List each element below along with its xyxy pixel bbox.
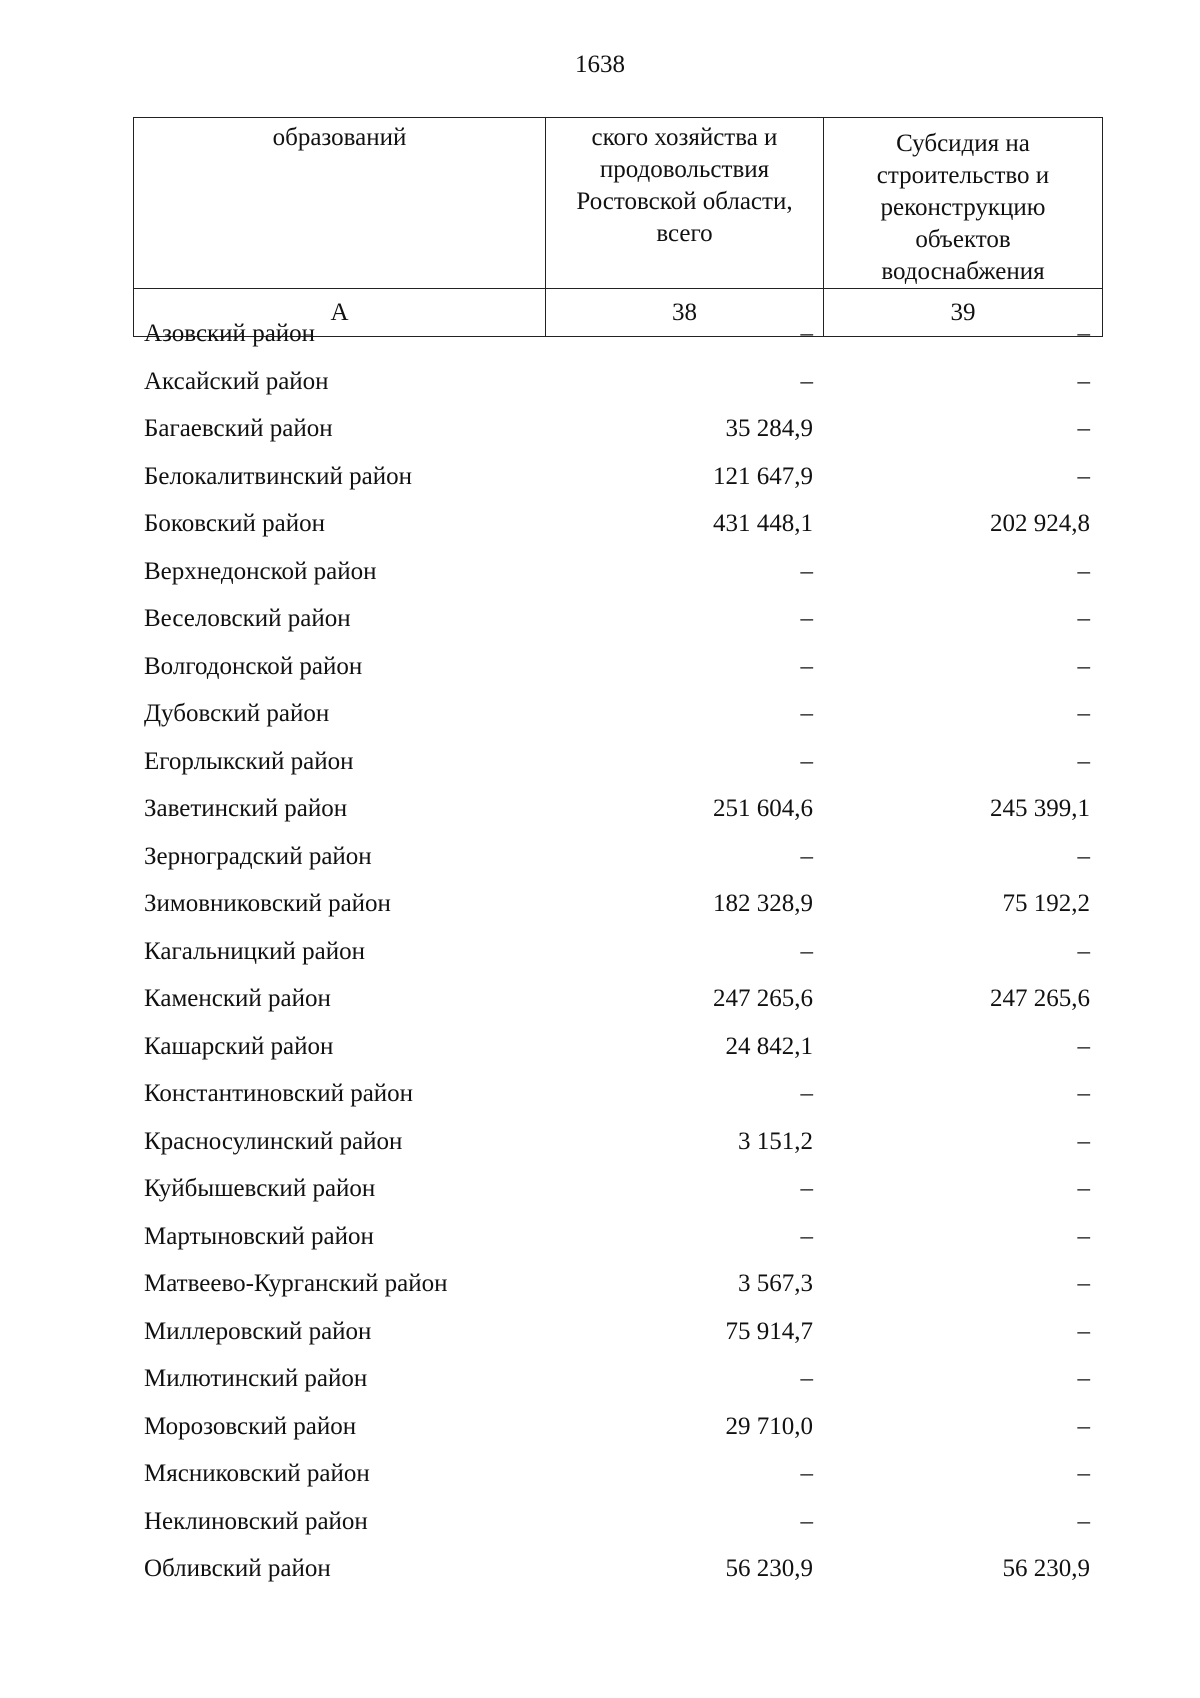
row-value-39: – bbox=[1077, 1270, 1090, 1297]
table-body bbox=[133, 310, 1102, 1593]
row-name: Веселовский район bbox=[144, 605, 351, 632]
row-value-39: – bbox=[1077, 1317, 1090, 1345]
row-value-38: 56 230,9 bbox=[725, 1555, 813, 1582]
row-name: Милютинский район bbox=[144, 1365, 368, 1392]
row-name: Константиновский район bbox=[144, 1080, 414, 1107]
row-name: Азовский район bbox=[144, 320, 316, 347]
table-row bbox=[133, 453, 1102, 501]
row-name: Волгодонской район bbox=[144, 652, 363, 680]
row-value-38: 182 328,9 bbox=[713, 890, 813, 917]
row-value-39: – bbox=[1077, 1080, 1090, 1107]
row-name: Обливский район bbox=[144, 1555, 331, 1582]
row-value-38: – bbox=[800, 652, 813, 680]
table-row bbox=[133, 643, 1102, 691]
row-value-38: – bbox=[800, 937, 813, 965]
row-value-38: 247 265,6 bbox=[713, 985, 813, 1012]
row-value-39: 245 399,1 bbox=[990, 795, 1090, 822]
row-value-38: – bbox=[800, 1175, 813, 1202]
row-value-39: – bbox=[1077, 320, 1090, 347]
row-name: Зимовниковский район bbox=[144, 890, 391, 917]
table-row bbox=[133, 928, 1102, 976]
header-code-38: 38 bbox=[546, 289, 824, 337]
table-row bbox=[133, 1023, 1102, 1071]
table-row bbox=[133, 738, 1102, 786]
row-name: Мясниковский район bbox=[144, 1460, 370, 1487]
header-code-a: А bbox=[134, 289, 546, 337]
row-value-39: – bbox=[1077, 1412, 1090, 1440]
table-row bbox=[133, 785, 1102, 833]
table-row bbox=[133, 975, 1102, 1023]
row-value-38: – bbox=[800, 842, 813, 870]
row-name: Красносулинский район bbox=[144, 1127, 403, 1155]
row-name: Зерноградский район bbox=[144, 842, 372, 870]
row-name: Верхнедонской район bbox=[144, 557, 377, 585]
row-value-38: 121 647,9 bbox=[713, 462, 813, 490]
row-value-39: – bbox=[1077, 557, 1090, 585]
table-row bbox=[133, 595, 1102, 643]
row-name: Матвеево-Курганский район bbox=[144, 1270, 448, 1297]
header-cell-total: ского хозяйства и продовольствия Ростовской области, всего bbox=[546, 118, 824, 289]
row-value-38: 24 842,1 bbox=[725, 1032, 813, 1060]
row-value-39: – bbox=[1077, 842, 1090, 870]
row-value-38: – bbox=[800, 700, 813, 727]
page-number: 1638 bbox=[575, 51, 625, 78]
row-value-38: 29 710,0 bbox=[725, 1412, 813, 1440]
row-name: Кашарский район bbox=[144, 1032, 334, 1060]
table-header bbox=[133, 117, 1103, 337]
header-cell-municipality: образований bbox=[134, 118, 546, 289]
table-row bbox=[133, 1308, 1102, 1356]
row-value-38: – bbox=[800, 1460, 813, 1487]
row-name: Аксайский район bbox=[144, 367, 329, 395]
table-row bbox=[133, 1165, 1102, 1213]
row-value-39: – bbox=[1077, 415, 1090, 442]
row-value-39: – bbox=[1077, 367, 1090, 395]
header-title-row bbox=[134, 118, 1103, 289]
row-value-39: – bbox=[1077, 1032, 1090, 1060]
header-cell-water-subsidy: Субсидия на строительство и реконструкцию объектов водоснабжения bbox=[824, 118, 1103, 289]
row-name: Неклиновский район bbox=[144, 1507, 368, 1535]
row-value-38: – bbox=[800, 1080, 813, 1107]
row-name: Мартыновский район bbox=[144, 1222, 374, 1250]
row-value-39: 56 230,9 bbox=[1002, 1555, 1090, 1582]
header-code-39: 39 bbox=[824, 289, 1103, 337]
row-value-38: 3 151,2 bbox=[738, 1127, 813, 1155]
row-value-38: – bbox=[800, 320, 813, 347]
row-value-38: – bbox=[800, 1365, 813, 1392]
row-name: Заветинский район bbox=[144, 795, 348, 822]
row-value-39: – bbox=[1077, 1460, 1090, 1487]
row-name: Багаевский район bbox=[144, 415, 333, 442]
row-value-38: – bbox=[800, 605, 813, 632]
row-value-39: – bbox=[1077, 1175, 1090, 1202]
row-value-38: – bbox=[800, 1222, 813, 1250]
row-name: Морозовский район bbox=[144, 1412, 357, 1440]
table-row bbox=[133, 690, 1102, 738]
row-value-38: 35 284,9 bbox=[725, 415, 813, 442]
table-row bbox=[133, 405, 1102, 453]
table-row bbox=[133, 1355, 1102, 1403]
row-value-38: 3 567,3 bbox=[738, 1270, 813, 1297]
row-name: Дубовский район bbox=[144, 700, 330, 727]
table-row bbox=[133, 1545, 1102, 1593]
row-value-38: 251 604,6 bbox=[713, 795, 813, 822]
table-row bbox=[133, 1403, 1102, 1451]
table-row bbox=[133, 1260, 1102, 1308]
row-value-38: 75 914,7 bbox=[725, 1317, 813, 1345]
row-value-38: 431 448,1 bbox=[713, 510, 813, 537]
row-name: Каменский район bbox=[144, 985, 331, 1012]
table-row bbox=[133, 880, 1102, 928]
table-row bbox=[133, 1498, 1102, 1546]
table-row bbox=[133, 310, 1102, 358]
table-row bbox=[133, 548, 1102, 596]
row-value-39: – bbox=[1077, 1222, 1090, 1250]
table-row bbox=[133, 358, 1102, 406]
row-value-38: – bbox=[800, 557, 813, 585]
table-row bbox=[133, 1070, 1102, 1118]
row-name: Кагальницкий район bbox=[144, 937, 366, 965]
table-row bbox=[133, 833, 1102, 881]
row-value-38: – bbox=[800, 367, 813, 395]
row-value-39: 75 192,2 bbox=[1002, 890, 1090, 917]
row-value-39: 202 924,8 bbox=[990, 510, 1090, 537]
row-value-39: – bbox=[1077, 747, 1090, 775]
row-name: Белокалитвинский район bbox=[144, 462, 412, 490]
row-value-38: – bbox=[800, 1507, 813, 1535]
row-value-39: – bbox=[1077, 700, 1090, 727]
table-row bbox=[133, 1118, 1102, 1166]
table-row bbox=[133, 1213, 1102, 1261]
row-value-39: – bbox=[1077, 1127, 1090, 1155]
table-row bbox=[133, 500, 1102, 548]
row-value-38: – bbox=[800, 747, 813, 775]
row-name: Егорлыкский район bbox=[144, 747, 354, 775]
row-name: Миллеровский район bbox=[144, 1317, 372, 1345]
row-value-39: – bbox=[1077, 605, 1090, 632]
row-name: Куйбышевский район bbox=[144, 1175, 376, 1202]
table-row bbox=[133, 1450, 1102, 1498]
row-value-39: – bbox=[1077, 1365, 1090, 1392]
row-name: Боковский район bbox=[144, 510, 325, 537]
row-value-39: – bbox=[1077, 652, 1090, 680]
row-value-39: – bbox=[1077, 1507, 1090, 1535]
row-value-39: 247 265,6 bbox=[990, 985, 1090, 1012]
row-value-39: – bbox=[1077, 462, 1090, 490]
row-value-39: – bbox=[1077, 937, 1090, 965]
